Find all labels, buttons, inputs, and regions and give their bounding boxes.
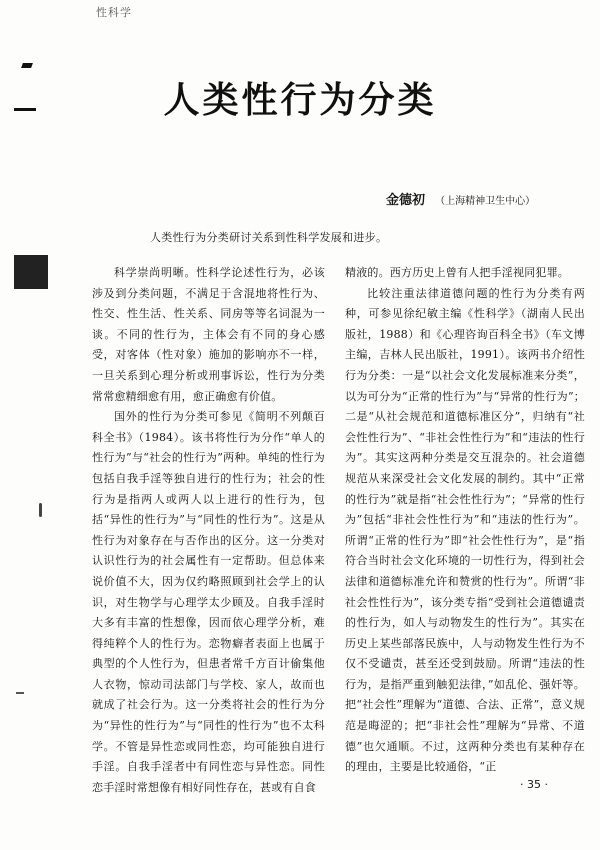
article-abstract: 人类性行为分类研讨关系到性科学发展和进步。 [150, 231, 388, 244]
scan-artifact-block [14, 255, 48, 289]
paragraph: 科学崇尚明晰。性科学论述性行为，必该涉及到分类问题，不满足于含混地将性行为、性交、性生活、性关系、同房等等名词混为一谈。不同的性行为，主体会有不同的身心感受，对客体（性对象）施加的影响亦不一样，一旦关系到心理分析或刑事诉讼，性行为分类常常愈精细愈有用，愈正确愈有价值。 [92, 266, 325, 403]
scan-artifact-mark [39, 503, 42, 517]
paragraph: 精液的。西方历史上曾有人把手淫视同犯罪。 [345, 266, 569, 279]
text-column-left [92, 263, 325, 798]
author-name: 金德初 [386, 193, 426, 208]
scan-artifact-mark [21, 63, 33, 68]
page-number: · 35 · [520, 778, 548, 791]
author-affiliation: （上海精神卫生中心） [435, 196, 536, 207]
paragraph: 国外的性行为分类可参见《简明不列颠百科全书》（1984）。该书将性行为分作“单人的性行为”与“社会的性行为”两种。单纯的性行为包括自我手淫等独自进行的性行为；社会的性行为是指两人或两人以上进行的性行为，包括“异性的性行为”与“同性的性行为”。这是从性行为对象存在与否作出的区分。这一分类对认识性行为的社会属性有一定帮助。但总体来说价值不大，因为仅约略照顾到社会学上的认识，对生物学与心理学太少顾及。自我手淫时大多有丰富的性想像，因而依心理学分析，难得纯粹个人的性行为。恋物癖者表面上也属于典型的个人性行为，但患者常千方百计偷集他人衣物，惊动司法部门与学校、家人，故而也就成了社会行为。这一分类将社会的性行为分为“异性的性行为”与“同性的性行为”也不太科学。不管是异性恋或同性恋，均可能独自进行手淫。自我手淫者中有同性恋与异性恋。同性恋手淫时常想像有相好同性存在，甚或有自食 [92, 410, 325, 794]
byline [386, 189, 535, 208]
scan-artifact-mark [16, 692, 24, 694]
text-column-right [345, 263, 585, 778]
running-head: 性科学 [96, 6, 132, 19]
article-title: 人类性行为分类 [163, 80, 437, 121]
paragraph: 比较注重法律道德问题的性行为分类有两种，可参见徐纪敏主编《性科学》（湖南人民出版社，1988）和《心理咨询百科全书》（车文博主编，吉林人民出版社，1991）。该两书介绍性行为分类：一是“以社会文化发展标准来分类”，以为可分为“正常的性行为”与“异常的性行为”；二是“从社会规范和道德标准区分”，归纳有“社会性性行为”、“非社会性性行为”和“违法的性行为”。其实这两种分类是交互混杂的。社会道德规范从来深受社会文化发展的制约。其中“正常的性行为”就是指“社会性性行为”；“异常的性行为”包括“非社会性性行为”和“违法的性行为”。所谓“正常的性行为”即“社会性性行为”，是“指符合当时社会文化环境的一切性行为，得到社会法律和道德标准允许和赞赏的性行为”。所谓“非社会性性行为”，该分类专指“受到社会道德谴责的性行为，如人与动物发生的性行为”。其实在历史上某些部落民族中，人与动物发生性行为不仅不受谴责，甚至还受到鼓励。所谓“违法的性行为，是指严重到触犯法律，”如乱伦、强奸等。把“社会性”理解为“道德、合法、正常”，意义规范是晦涩的；把“非社会性”理解为“异常、不道德”也欠通顺。不过，这两种分类也有某种存在的理由，主要是比较通俗，“正 [345, 286, 585, 774]
